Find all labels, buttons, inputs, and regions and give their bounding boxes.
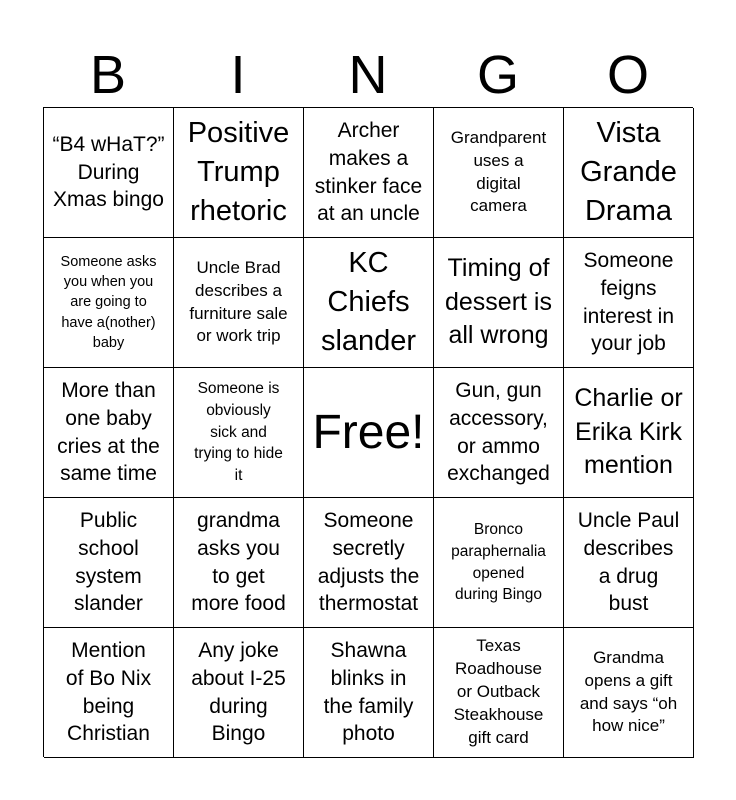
bingo-cell-r2c1[interactable]: [44, 238, 174, 368]
cell-text: Timing of dessert is all wrong: [445, 253, 552, 350]
bingo-cell-r3c5[interactable]: [564, 368, 694, 498]
cell-text: Grandparent uses a digital camera: [450, 127, 547, 216]
bingo-cell-r5c1[interactable]: [44, 628, 174, 758]
cell-text: Texas Roadhouse or Outback Steakhouse gift card: [453, 636, 544, 747]
header-letter-b: B: [89, 45, 127, 105]
cell-text: Public school system slander: [74, 508, 143, 616]
bingo-cell-r4c5[interactable]: [564, 498, 694, 628]
cell-text: Any joke about I-25 during Bingo: [191, 638, 286, 746]
bingo-cell-r2c5[interactable]: [564, 238, 694, 368]
cell-text: grandma asks you to get more food: [191, 508, 286, 616]
cell-text: Someone secretly adjusts the thermostat: [317, 508, 420, 616]
cell-text: Bronco paraphernalia opened during Bingo: [451, 521, 546, 604]
cell-text: Someone is obviously sick and trying to hide it: [194, 380, 283, 485]
bingo-cell-r2c4[interactable]: [434, 238, 564, 368]
cell-text: KC Chiefs slander: [320, 246, 417, 358]
bingo-cell-r1c5[interactable]: [564, 108, 694, 238]
bingo-cell-r1c4[interactable]: [434, 108, 564, 238]
header-letter-i: I: [230, 45, 246, 105]
bingo-cell-r1c2[interactable]: [174, 108, 304, 238]
bingo-cell-r5c4[interactable]: [434, 628, 564, 758]
cell-text: Positive Trump rhetoric: [187, 116, 290, 228]
bingo-cell-r4c4[interactable]: [434, 498, 564, 628]
free-space-text: Free!: [312, 405, 425, 459]
cell-text: Uncle Paul describes a drug bust: [577, 508, 680, 616]
bingo-cell-r4c3[interactable]: [304, 498, 434, 628]
bingo-cell-r4c2[interactable]: [174, 498, 304, 628]
cell-text: Grandma opens a gift and says “oh how nice”: [579, 647, 678, 736]
cell-text: “B4 wHaT?” During Xmas bingo: [52, 132, 165, 212]
cell-text: Archer makes a stinker face at an uncle: [314, 118, 423, 226]
cell-text: Uncle Brad describes a furniture sale or work trip: [189, 257, 288, 346]
header-letter-n: N: [348, 45, 388, 105]
cell-text: More than one baby cries at the same time: [57, 378, 160, 486]
bingo-cell-r2c3[interactable]: [304, 238, 434, 368]
cell-text: Gun, gun accessory, or ammo exchanged: [447, 378, 550, 486]
bingo-cell-r3c2[interactable]: [174, 368, 304, 498]
bingo-cell-r5c5[interactable]: [564, 628, 694, 758]
bingo-cell-r5c3[interactable]: [304, 628, 434, 758]
bingo-cell-r5c2[interactable]: [174, 628, 304, 758]
bingo-cell-r2c2[interactable]: [174, 238, 304, 368]
cell-text: Someone asks you when you are going to have a(nother) baby: [60, 253, 157, 351]
bingo-cell-r3c1[interactable]: [44, 368, 174, 498]
header-letter-o: O: [606, 45, 649, 105]
header-letter-g: G: [476, 45, 519, 105]
bingo-cell-r1c3[interactable]: [304, 108, 434, 238]
cell-text: Charlie or Erika Kirk mention: [574, 383, 683, 480]
bingo-cell-r3c4[interactable]: [434, 368, 564, 498]
cell-text: Someone feigns interest in your job: [582, 248, 675, 356]
cell-text: Shawna blinks in the family photo: [323, 638, 414, 746]
bingo-cell-r4c1[interactable]: [44, 498, 174, 628]
bingo-grid: [43, 107, 693, 757]
cell-text: Mention of Bo Nix being Christian: [65, 638, 152, 746]
bingo-header: [43, 42, 693, 108]
cell-text: Vista Grande Drama: [580, 116, 677, 228]
bingo-cell-free[interactable]: [304, 368, 434, 498]
bingo-cell-r1c1[interactable]: [44, 108, 174, 238]
